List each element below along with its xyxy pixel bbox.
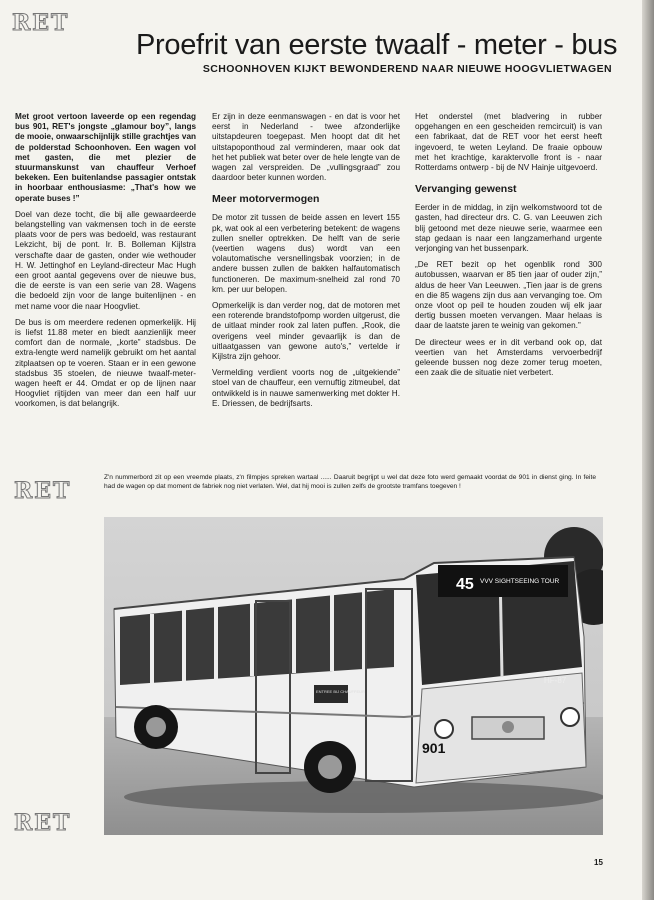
paragraph: De motor zit tussen de beide assen en levert 155 pk, wat ook al een verbetering betekent: de wagens zullen sneller optrekken. De helft van de serie (veertien wagens dus) wordt van een volautomatische versnellingsbak voorzien; in de andere bussen zullen de bakken halfautomatisch functioneren. De maximum-snelheid zal rond 70 km. per uur belopen. — [212, 213, 400, 294]
license-plate: HF-87 — [544, 676, 567, 685]
lead-paragraph: Met groot vertoon laveerde op een regendag bus 901, RET's jongste „glamour boy”, langs de mooie, onwaarschijnlijk stille grachtjes van de polderstad Schoonhoven. Een wagen vol met gasten, die met plezier de stuurmanskunst van chauffeur Verhoef bekeken. Een buitenlandse passagier ontstak in hoorbaar enthousiasme: „That's how we operate buses !” — [15, 112, 196, 203]
paragraph: De bus is om meerdere redenen opmerkelijk. Hij is liefst 11.88 meter en biedt aanzienlijk meer comfort dan de normale, „korte” stadsbus. De extra-lengte werd namelijk gebruikt om het aantal zitplaatsen op te voeren. Staan er in een gewone stadsbus 35 stoelen, de nieuwe twaalf-meter-wagen heeft er 44. Omdat er op de lijnen naar Hoogvliet rijtijden van meer dan een half uur voorkomen, is dat belangrijk. — [15, 317, 196, 409]
fleet-number: 901 — [422, 740, 446, 756]
column-1 — [15, 112, 196, 416]
paragraph: Vermelding verdient voorts nog de „uitgekiende” stoel van de chauffeur, een vernuftig zitmeubel, dat ontwikkeld is in nauwe samenwerking met dokter H. E. Driessen, de bedrijfsarts. — [212, 368, 400, 408]
subheadline: SCHOONHOVEN KIJKT BEWONDEREND NAAR NIEUWE HOOGVLIETWAGEN — [202, 63, 612, 75]
page-number: 15 — [594, 858, 603, 867]
paragraph: De directeur wees er in dit verband ook op, dat veertien van het Amsterdams vervoerbedrijf geleende bussen nog deze zomer terug moeten, een zaak die de situatie niet verbetert. — [415, 337, 602, 378]
paragraph: Eerder in de middag, in zijn welkomstwoord tot de gasten, had directeur drs. C. G. van Leeuwen zich blij getoond met deze nieuwe serie, waarmee een stap gedaan is naar een langzamerhand urgente verjonging van het bussenpark. — [415, 203, 602, 254]
ret-logo-top: RET — [12, 10, 70, 36]
paragraph: Opmerkelijk is dan verder nog, dat de motoren met een roterende brandstofpomp worden uitgerust, die de uitlaat minder rook zal laten puffen. „Rook, die overigens veel minder gevaarlijk is dan de uitlaatgassen van gewone auto's,” vertelde ir Kijlstra zijn gehoor. — [212, 301, 400, 362]
ret-logo-bottom: RET — [14, 810, 72, 836]
route-number: 45 — [456, 576, 474, 593]
section-title-vervanging: Vervanging gewenst — [415, 183, 517, 196]
column-3 — [415, 112, 602, 384]
page-edge — [642, 0, 654, 900]
headline: Proefrit van eerste twaalf - meter - bus — [136, 29, 618, 62]
side-sign: ENTREE BIJ CHAUFFEUR — [316, 689, 365, 694]
paragraph: „De RET bezit op het ogenblik rond 300 autobussen, waarvan er 85 tien jaar of ouder zijn,” aldus de heer Van Leeuwen. „Tien jaar is de grens en die 85 wagens zijn dus aan vervanging toe. Om onze vloot op peil te houden zouden wij elk jaar dertig bussen moeten vervangen. Maar helaas is daar de laatste jaren te weinig van gekomen.” — [415, 260, 602, 331]
column-2 — [212, 112, 400, 415]
paragraph: Er zijn in deze eenmanswagen - en dat is voor het eerst in Nederland - twee afzonderlijke uitstapdeuren toegepast. Men hoopt dat dit het uitstapoponthoud zal verminderen, maar ook dat het het publiek wat beter over de hele lengte van de wagen zal verspreiden. De „vullingsgraad” zou daardoor beter kunnen worden. — [212, 112, 400, 183]
ret-logo-middle: RET — [14, 478, 72, 504]
bus-photo — [104, 517, 603, 835]
section-title-motor: Meer motorvermogen — [212, 193, 320, 206]
paragraph: Het onderstel (met bladvering in rubber opgehangen en een gescheiden remcircuit) is van een fabrikaat, dat de RET voor het eerst heeft ingevoerd, te weten Leyland. De fraaie opbouw met het krachtige, karaktervolle front is - naar Rotterdams ontwerp - bij de NV Hainje uitgevoerd. — [415, 112, 602, 173]
paragraph: Doel van deze tocht, die bij alle gewaardeerde belangstelling van vakmensen toch in de eerste plaats voor de pers was bedoeld, was restaurant Lekzicht, bij de pont. Ir. B. Bolleman Kijlstra verschafte daar de gasten, onder wie wethouder H. W. Jettinghof en Leyland-directeur Mac Hugh een groot aantal gegevens over de nieuwe bus, die de eerste is van een serie van 28. Wagens die bedoeld zijn voor de lange buitenlijnen - en met name voor die naar Hoogvliet. — [15, 209, 196, 311]
destination-sign: VVV SIGHTSEEING TOUR — [480, 578, 560, 585]
photo-caption: Z'n nummerbord zit op een vreemde plaats, z'n filmpjes spreken wartaal ...... Daaruit begrijpt u wel dat deze foto werd gemaakt voordat de 901 in dienst ging. In feite had de wagen op dat moment de fabriek nog niet verlaten. Wel, dat hij mooi is zullen zelfs de grootste tramfans toegeven ! — [104, 474, 596, 490]
